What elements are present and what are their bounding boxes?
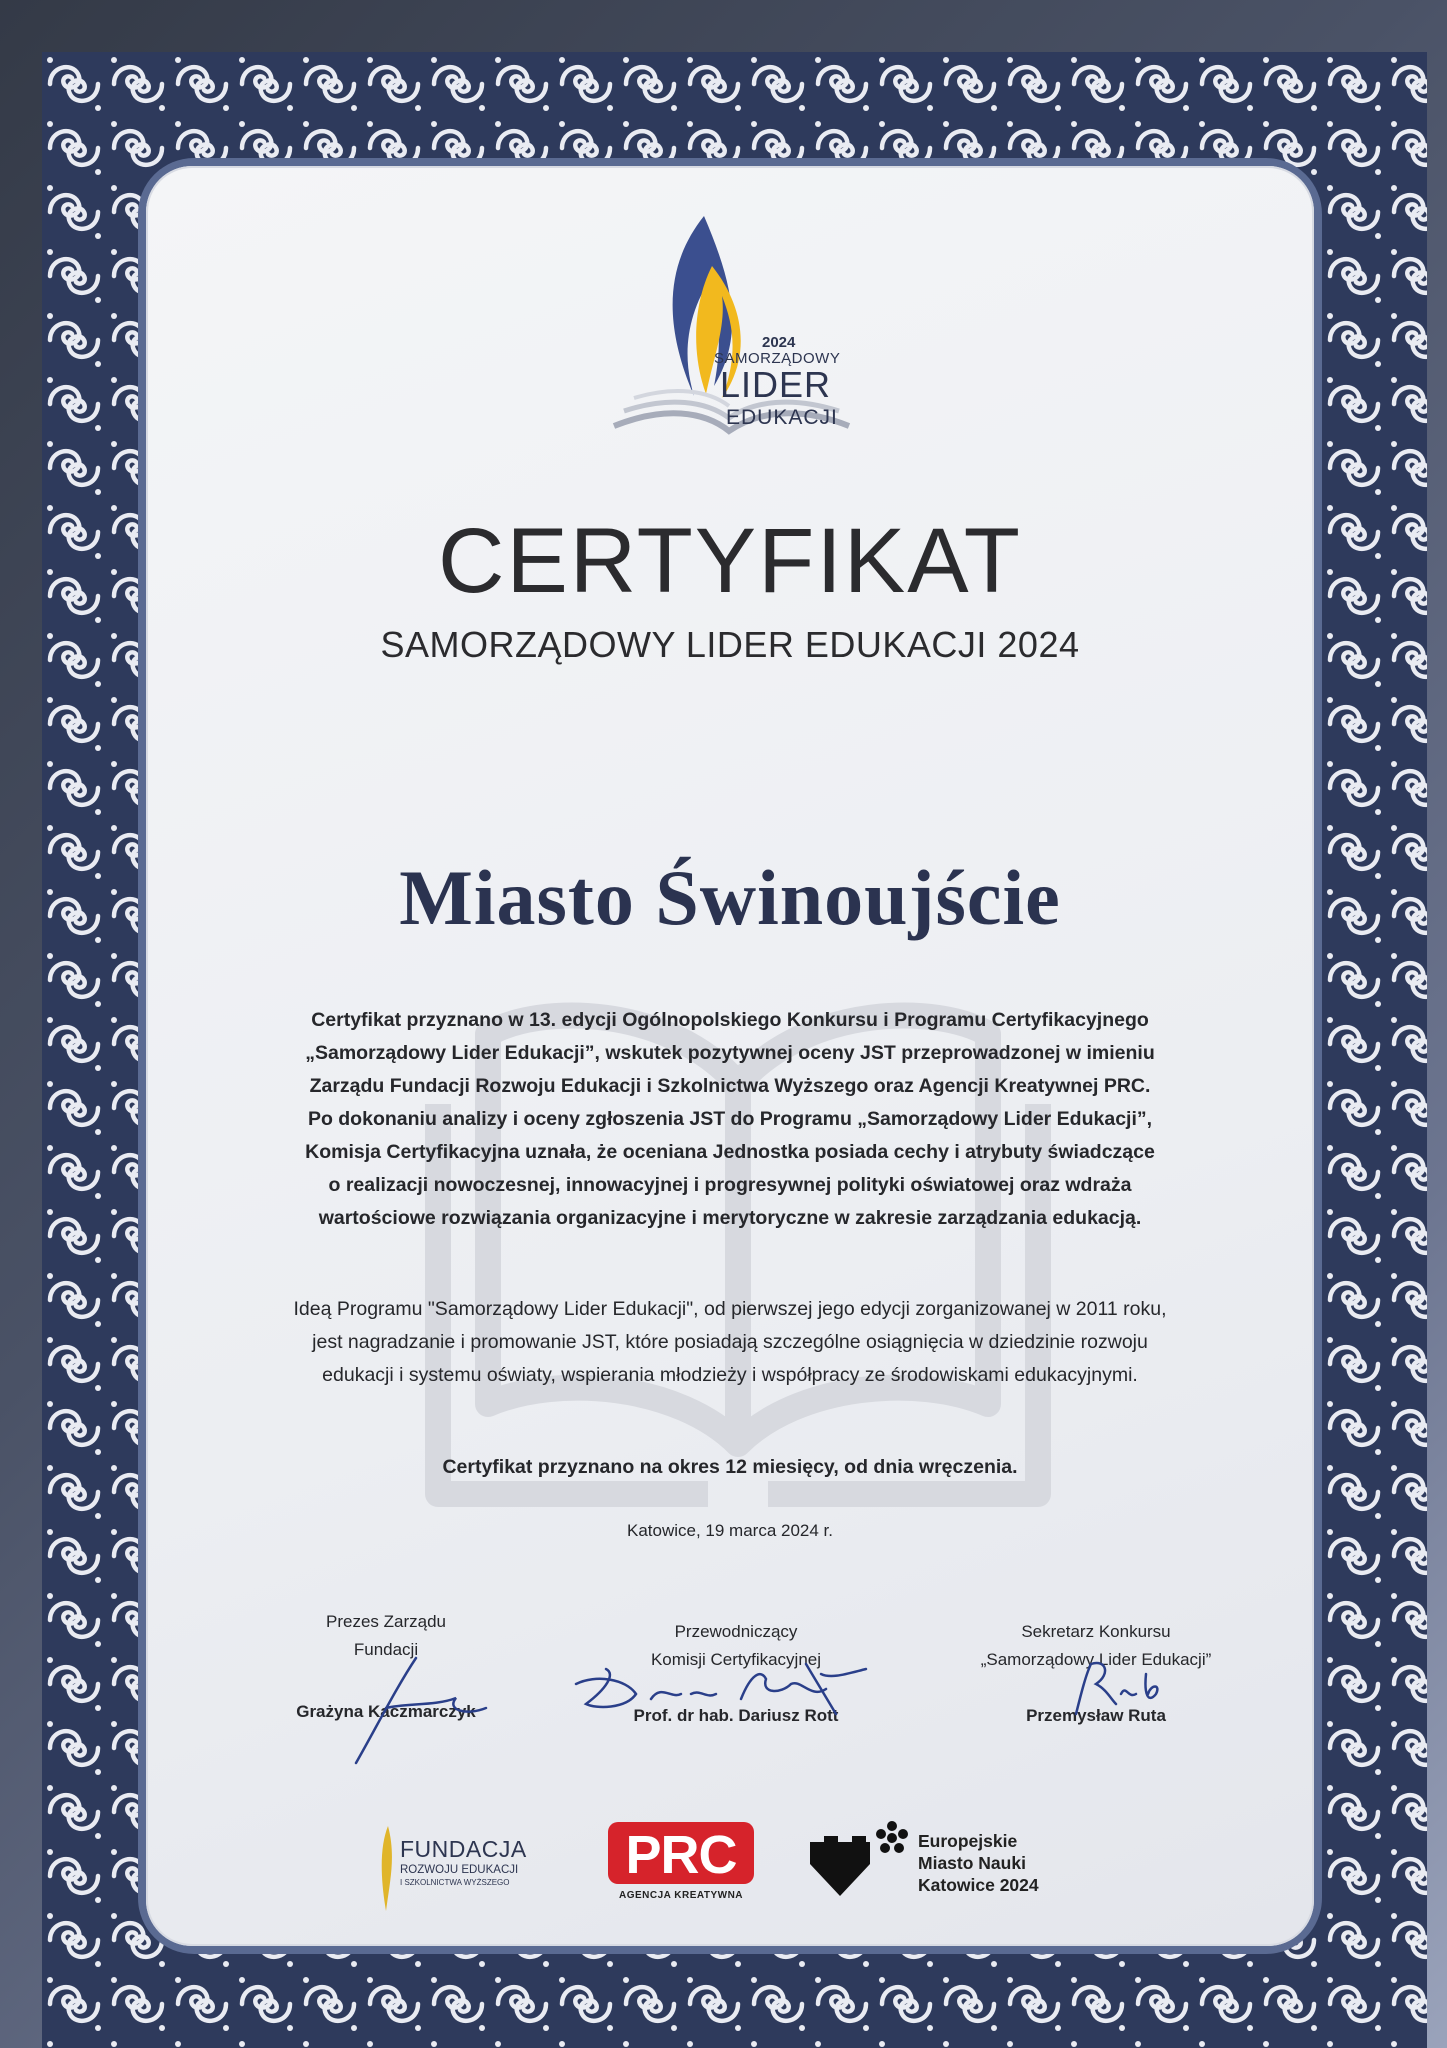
certificate-body-bold: [166, 1004, 1294, 1235]
body-bold-line: Certyfikat przyznano w 13. edycji Ogólnopolskiego Konkursu i Programu Certyfikacyjnego: [311, 1009, 1149, 1031]
signature-role-line1: Prezes Zarządu: [326, 1612, 446, 1631]
signature-block-secretary: [936, 1618, 1256, 1730]
prc-logo: [608, 1822, 758, 1908]
europejskie-miasto-nauki-logo: [804, 1820, 1104, 1910]
body-normal-line: jest nagradzanie i promowanie JST, które posiadają szczególne osiągnięcia w dziedzinie rozwoju: [312, 1331, 1148, 1353]
body-bold-line: „Samorządowy Lider Edukacji”, wskutek pozytywnej oceny JST przeprowadzonej w imieniu: [305, 1042, 1155, 1064]
logo-edukacji: EDUKACJI: [726, 406, 838, 429]
fundacja-flame-icon: [378, 1826, 402, 1916]
signature-name: Przemysław Ruta: [1026, 1706, 1166, 1725]
heart-star-icon: [804, 1820, 914, 1904]
signature-name: Prof. dr hab. Dariusz Rott: [633, 1706, 839, 1725]
signature-block-chair: [576, 1618, 896, 1730]
fundacja-line2: ROZWOJU EDUKACJI: [400, 1864, 519, 1876]
body-bold-line: wartościowe rozwiązania organizacyjne i merytoryczne w zakresie zarządzania edukacją.: [318, 1207, 1142, 1229]
place-and-date: Katowice, 19 marca 2024 r.: [626, 1521, 833, 1540]
signature-role-line2: Fundacji: [353, 1640, 419, 1659]
body-normal-line: Ideą Programu "Samorządowy Lider Edukacji", od pierwszej jego edycji zorganizowanej w 2011 roku,: [293, 1298, 1167, 1320]
body-normal-line: edukacji i systemu oświaty, wspierania młodzieży i współpracy ze środowiskami edukacyjnymi.: [322, 1364, 1138, 1386]
validity-period: Certyfikat przyznano na okres 12 miesięcy, od dnia wręczenia.: [442, 1456, 1018, 1478]
emn-line3: Katowice 2024: [918, 1875, 1039, 1895]
logo-samorzadowy: SAMORZĄDOWY: [714, 350, 841, 367]
fundacja-logo: [378, 1826, 538, 1906]
prc-subtitle: AGENCJA KREATYWNA: [618, 1890, 744, 1901]
certificate-subtitle: SAMORZĄDOWY LIDER EDUKACJI 2024: [380, 624, 1080, 665]
signature-name: Grażyna Kaczmarczyk: [296, 1702, 476, 1721]
certificate-body-normal: [166, 1293, 1294, 1392]
certificate-title: CERTYFIKAT: [438, 510, 1022, 612]
emn-line1: Europejskie: [918, 1831, 1018, 1851]
handwritten-signature-secretary: [1056, 1654, 1176, 1724]
fundacja-line3: I SZKOLNICTWA WYŻSZEGO: [400, 1878, 510, 1887]
prc-text: PRC: [625, 1825, 737, 1885]
certificate-paper: [146, 166, 1314, 1946]
signature-role-line2: „Samorządowy Lider Edukacji”: [980, 1650, 1212, 1669]
signature-role-line2: Komisji Certyfikacyjnej: [650, 1650, 822, 1669]
recipient-name: Miasto Świnoujście: [399, 854, 1061, 941]
emn-text: [918, 1830, 1039, 1896]
logo-year: 2024: [762, 334, 796, 351]
body-bold-line: Komisja Certyfikacyjna uznała, że oceniana Jednostka posiada cechy i atrybuty świadczące: [305, 1141, 1155, 1163]
body-bold-line: o realizacji nowoczesnej, innowacyjnej i progresywnej polityki oświatowej oraz wdraża: [328, 1174, 1132, 1196]
logo-lider: LIDER: [720, 364, 832, 405]
signature-role-line1: Przewodniczący: [674, 1622, 798, 1641]
body-bold-line: Po dokonaniu analizy i oceny zgłoszenia JST do Programu „Samorządowy Lider Edukacji”,: [307, 1108, 1153, 1130]
fundacja-name: FUNDACJA: [400, 1836, 527, 1862]
body-bold-line: Zarządu Fundacji Rozwoju Edukacji i Szkolnictwa Wyższego oraz Agencji Kreatywnej PRC.: [309, 1075, 1151, 1097]
emn-line2: Miasto Nauki: [918, 1853, 1026, 1873]
handwritten-signature-president: [316, 1648, 496, 1768]
handwritten-signature-chair: [566, 1654, 896, 1724]
signature-role-line1: Sekretarz Konkursu: [1021, 1622, 1171, 1641]
signature-block-president: [236, 1608, 536, 1726]
samorzadowy-lider-logo: [594, 206, 854, 429]
partner-logos: [146, 1806, 1314, 1916]
